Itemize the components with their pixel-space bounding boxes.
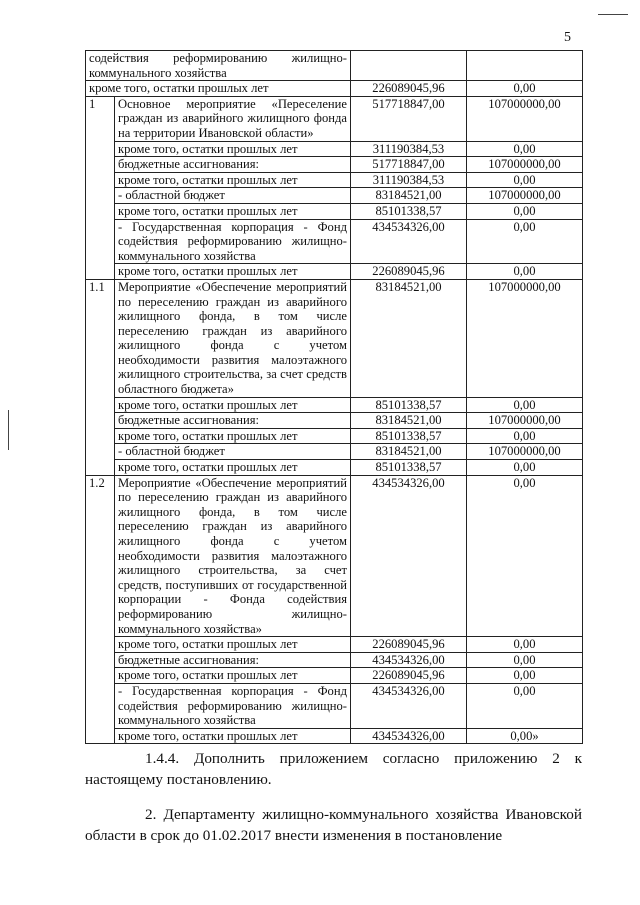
row-description: бюджетные ассигнования: [115,413,351,429]
value-column-2 [467,51,583,81]
row-description: - Государственная корпорация - Фонд содействия реформированию жилищно-коммунального хозяйства [115,219,351,264]
value-column-2: 0,00 [467,141,583,157]
value-column-2: 0,00» [467,728,583,744]
value-column-1: 226089045,96 [351,264,467,280]
value-column-2: 0,00 [467,397,583,413]
value-column-1: 85101338,57 [351,460,467,476]
value-column-2: 0,00 [467,475,583,637]
row-description: кроме того, остатки прошлых лет [86,81,351,97]
table-row [86,264,583,280]
value-column-1: 83184521,00 [351,188,467,204]
row-description: содействия реформированию жилищно-коммунального хозяйства [86,51,351,81]
table-row [86,460,583,476]
scan-mark [8,410,9,450]
paragraph-2: 2. Департаменту жилищно-коммунального хозяйства Ивановской области в срок до 01.02.2017 внести изменения в постановление [85,806,582,845]
value-column-1: 434534326,00 [351,652,467,668]
table-row [86,475,583,637]
row-number: 1.2 [86,475,115,744]
table-row [86,219,583,264]
page-number: 5 [564,30,571,45]
table-row [86,51,583,81]
value-column-2: 0,00 [467,683,583,728]
table-row [86,96,583,141]
row-description: кроме того, остатки прошлых лет [115,172,351,188]
value-column-2: 0,00 [467,264,583,280]
value-column-2: 0,00 [467,428,583,444]
value-column-2: 107000000,00 [467,413,583,429]
row-description: - областной бюджет [115,188,351,204]
value-column-2: 107000000,00 [467,444,583,460]
row-number: 1.1 [86,279,115,475]
table-row [86,279,583,397]
value-column-2: 0,00 [467,219,583,264]
row-description: Мероприятие «Обеспечение мероприятий по переселению граждан из аварийного жилищного фонда, в том числе переселению граждан из аварийного жилищного фонда с учетом необходимости развития малоэтажного жилищного строительства, за счет средств, поступивших от государственной корпорации - Фонда содействия реформированию жилищно-коммунального хозяйства» [115,475,351,637]
value-column-1: 434534326,00 [351,728,467,744]
value-column-2: 0,00 [467,652,583,668]
value-column-1: 434534326,00 [351,219,467,264]
paragraph-1-4-4: 1.4.4. Дополнить приложением согласно приложению 2 к настоящему постановлению. [85,750,582,789]
value-column-1: 517718847,00 [351,96,467,141]
table-row [86,683,583,728]
row-description: кроме того, остатки прошлых лет [115,428,351,444]
value-column-1: 434534326,00 [351,475,467,637]
table-row [86,203,583,219]
table-row [86,428,583,444]
table-row [86,637,583,653]
value-column-1: 226089045,96 [351,668,467,684]
table-row [86,141,583,157]
value-column-1: 83184521,00 [351,444,467,460]
table-row [86,81,583,97]
budget-table [85,50,583,744]
row-description: бюджетные ассигнования: [115,652,351,668]
row-description: кроме того, остатки прошлых лет [115,397,351,413]
value-column-1: 226089045,96 [351,81,467,97]
table-row [86,652,583,668]
value-column-1 [351,51,467,81]
value-column-1: 434534326,00 [351,683,467,728]
value-column-2: 0,00 [467,203,583,219]
row-description: кроме того, остатки прошлых лет [115,460,351,476]
row-description: - областной бюджет [115,444,351,460]
table-row [86,668,583,684]
value-column-1: 83184521,00 [351,279,467,397]
table-row [86,397,583,413]
value-column-2: 0,00 [467,668,583,684]
table-row [86,728,583,744]
value-column-2: 107000000,00 [467,279,583,397]
row-description: Мероприятие «Обеспечение мероприятий по переселению граждан из аварийного жилищного фонда, в том числе переселению граждан из аварийного жилищного фонда с учетом необходимости развития малоэтажного жилищного строительства, за счет средств областного бюджета» [115,279,351,397]
value-column-1: 311190384,53 [351,172,467,188]
row-description: кроме того, остатки прошлых лет [115,264,351,280]
row-description: бюджетные ассигнования: [115,157,351,173]
row-description: кроме того, остатки прошлых лет [115,668,351,684]
row-description: Основное мероприятие «Переселение граждан из аварийного жилищного фонда на территории Ивановской области» [115,96,351,141]
value-column-2: 0,00 [467,172,583,188]
table-row [86,444,583,460]
value-column-2: 0,00 [467,81,583,97]
table-row [86,413,583,429]
row-number: 1 [86,96,115,279]
value-column-2: 0,00 [467,460,583,476]
table-row [86,157,583,173]
value-column-2: 0,00 [467,637,583,653]
value-column-1: 226089045,96 [351,637,467,653]
value-column-1: 85101338,57 [351,203,467,219]
value-column-2: 107000000,00 [467,96,583,141]
value-column-1: 85101338,57 [351,397,467,413]
scan-mark [598,14,628,15]
value-column-1: 311190384,53 [351,141,467,157]
row-description: кроме того, остатки прошлых лет [115,141,351,157]
value-column-2: 107000000,00 [467,157,583,173]
row-description: кроме того, остатки прошлых лет [115,728,351,744]
row-description: кроме того, остатки прошлых лет [115,203,351,219]
table-row [86,172,583,188]
value-column-1: 85101338,57 [351,428,467,444]
row-description: кроме того, остатки прошлых лет [115,637,351,653]
value-column-1: 83184521,00 [351,413,467,429]
value-column-2: 107000000,00 [467,188,583,204]
table-row [86,188,583,204]
value-column-1: 517718847,00 [351,157,467,173]
document-body [85,50,582,846]
row-description: - Государственная корпорация - Фонд содействия реформированию жилищно-коммунального хозяйства [115,683,351,728]
